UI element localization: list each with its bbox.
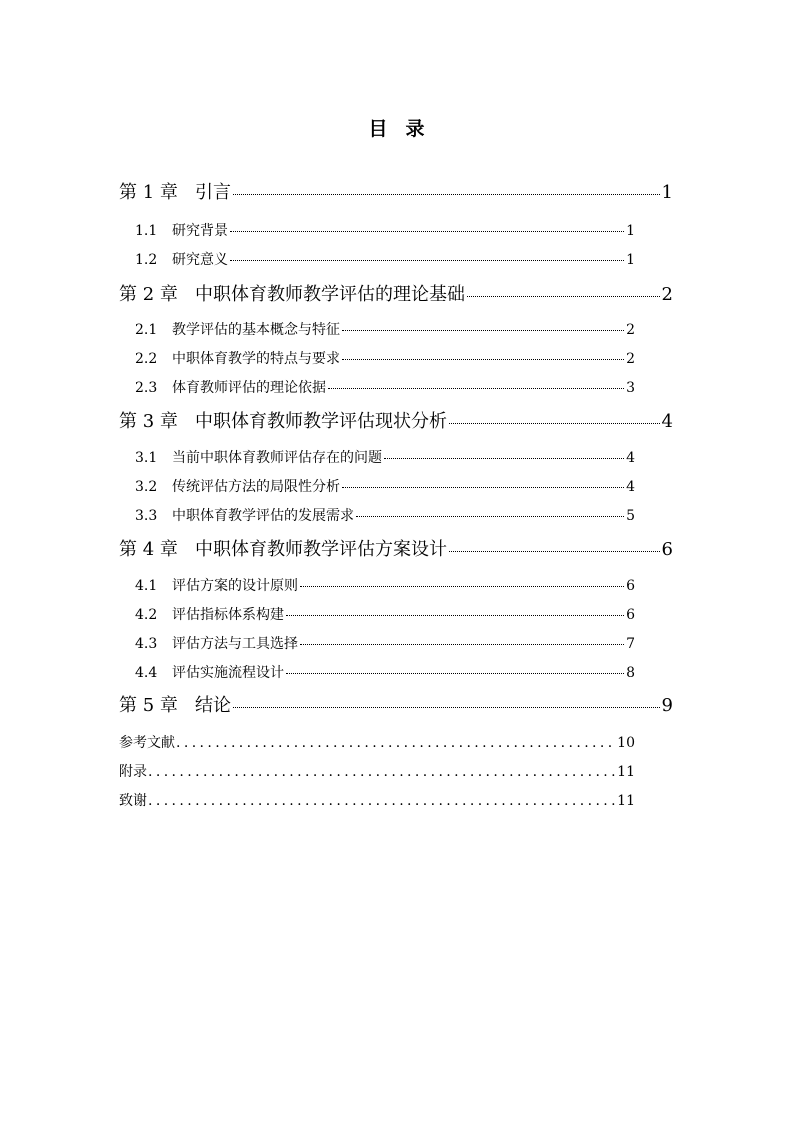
toc-page-number: 2 [626, 322, 635, 338]
toc-label: 中职体育教师教学评估的理论基础 [195, 284, 465, 305]
toc-label: 附录 [119, 764, 147, 780]
toc-page-number: 2 [661, 284, 673, 305]
toc-label: 当前中职体育教师评估存在的问题 [172, 450, 382, 466]
toc-label: 研究意义 [172, 252, 228, 268]
dot-leader [467, 296, 660, 297]
toc-page-number: 4 [661, 411, 673, 432]
dot-leader [148, 764, 616, 780]
toc-appendix[interactable] [119, 761, 635, 781]
toc-page-number: 6 [661, 539, 673, 560]
dot-leader [342, 487, 624, 488]
toc-label: 评估指标体系构建 [172, 607, 284, 623]
toc-section-4-4[interactable] [135, 662, 635, 682]
toc-page-number: 11 [617, 793, 635, 809]
toc-number: 4.1 [135, 578, 158, 594]
toc-section-1-1[interactable] [135, 220, 635, 240]
toc-chapter-2[interactable] [119, 280, 673, 306]
toc-number: 4.3 [135, 636, 158, 652]
toc-section-1-2[interactable] [135, 249, 635, 269]
toc-page-number: 2 [626, 351, 635, 367]
toc-label: 体育教师评估的理论依据 [172, 380, 326, 396]
toc-references[interactable] [119, 732, 635, 752]
toc-label: 中职体育教师教学评估方案设计 [195, 539, 447, 560]
toc-section-3-2[interactable] [135, 476, 635, 496]
toc-label: 传统评估方法的局限性分析 [172, 479, 340, 495]
dot-leader [286, 615, 624, 616]
toc-page-number: 8 [626, 665, 635, 681]
toc-section-2-1[interactable] [135, 319, 635, 339]
toc-section-4-1[interactable] [135, 575, 635, 595]
toc-page-number: 9 [661, 695, 673, 716]
toc-page-number: 4 [626, 450, 635, 466]
dot-leader [384, 458, 624, 459]
toc-number: 2.3 [135, 380, 158, 396]
toc-label: 参考文献 [119, 735, 175, 751]
toc-number: 3.3 [135, 508, 158, 524]
toc-title [0, 114, 793, 141]
dot-leader [176, 735, 616, 751]
dot-leader [449, 551, 660, 552]
toc-number: 4.4 [135, 665, 158, 681]
toc-page-number: 11 [617, 764, 635, 780]
toc-number: 2.1 [135, 322, 158, 338]
toc-acknowledgements[interactable] [119, 790, 635, 810]
toc-label: 中职体育教学的特点与要求 [172, 351, 340, 367]
dot-leader [233, 194, 660, 195]
toc-label: 结论 [195, 695, 231, 716]
toc-section-4-2[interactable] [135, 604, 635, 624]
dot-leader [356, 516, 624, 517]
dot-leader [233, 707, 660, 708]
toc-chapter-4[interactable] [119, 535, 673, 561]
toc-chapter-5[interactable] [119, 691, 673, 717]
toc-label: 评估方案的设计原则 [172, 578, 298, 594]
toc-number: 第 4 章 [119, 539, 178, 560]
dot-leader [449, 423, 660, 424]
toc-page-number: 1 [626, 223, 635, 239]
toc-chapter-3[interactable] [119, 407, 673, 433]
toc-page-number: 3 [626, 380, 635, 396]
dot-leader [342, 359, 624, 360]
dot-leader [286, 673, 624, 674]
toc-section-4-3[interactable] [135, 633, 635, 653]
toc-title-part2: 录 [405, 118, 425, 140]
dot-leader [230, 231, 624, 232]
toc-page-number: 1 [626, 252, 635, 268]
toc-page-number: 5 [626, 508, 635, 524]
toc-title-part1: 目 [368, 118, 388, 140]
dot-leader [148, 793, 616, 809]
toc-label: 评估方法与工具选择 [172, 636, 298, 652]
toc-section-2-2[interactable] [135, 348, 635, 368]
toc-number: 3.2 [135, 479, 158, 495]
toc-label: 中职体育教师教学评估现状分析 [195, 411, 447, 432]
dot-leader [328, 388, 624, 389]
toc-label: 教学评估的基本概念与特征 [172, 322, 340, 338]
toc-chapter-1[interactable] [119, 178, 673, 204]
toc-number: 3.1 [135, 450, 158, 466]
toc-page-number: 6 [626, 607, 635, 623]
toc-label: 致谢 [119, 793, 147, 809]
toc-page-number: 6 [626, 578, 635, 594]
dot-leader [300, 586, 624, 587]
toc-label: 引言 [195, 182, 231, 203]
dot-leader [230, 260, 624, 261]
toc-section-3-1[interactable] [135, 447, 635, 467]
toc-label: 评估实施流程设计 [172, 665, 284, 681]
toc-label: 中职体育教学评估的发展需求 [172, 508, 354, 524]
dot-leader [300, 644, 624, 645]
dot-leader [342, 330, 624, 331]
toc-page-number: 4 [626, 479, 635, 495]
toc-number: 第 5 章 [119, 695, 178, 716]
toc-label: 研究背景 [172, 223, 228, 239]
toc-number: 4.2 [135, 607, 158, 623]
toc-number: 1.1 [135, 223, 158, 239]
toc-section-3-3[interactable] [135, 505, 635, 525]
toc-page-number: 7 [626, 636, 635, 652]
toc-page-number: 10 [617, 735, 635, 751]
toc-number: 1.2 [135, 252, 158, 268]
toc-number: 第 1 章 [119, 182, 178, 203]
toc-number: 第 3 章 [119, 411, 178, 432]
toc-number: 2.2 [135, 351, 158, 367]
toc-number: 第 2 章 [119, 284, 178, 305]
toc-page-number: 1 [661, 182, 673, 203]
toc-section-2-3[interactable] [135, 377, 635, 397]
